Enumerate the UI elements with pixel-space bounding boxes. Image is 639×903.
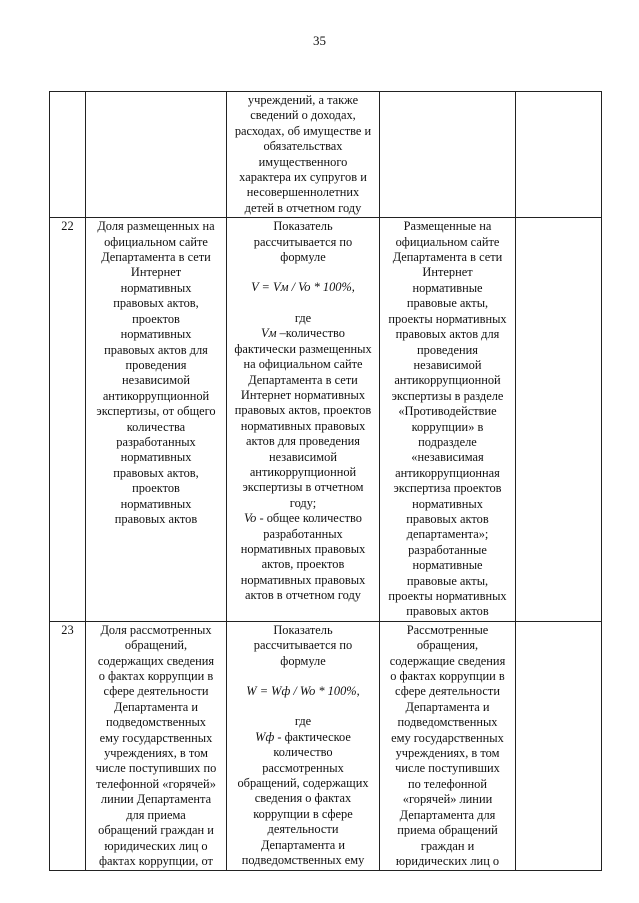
variable-symbol: Wф [255,729,275,744]
row-number [50,92,86,218]
variable-symbol: Vм [261,326,277,341]
page-number: 35 [313,33,326,48]
method-cell [227,621,380,871]
source-cell: Рассмотренные обращения, содержащие сведения о фактах коррупции в сфере деятельности Департамента и подведомственных ему государственных учреждениях, в том числе поступивших по телефонной «горячей» линии Департамента для приема обращений граждан и юридических лиц о [380,621,516,871]
variable-symbol: Vo [243,511,257,526]
formula: W = Wф / Wo * 100%, [246,684,360,699]
variable-description: - общее количество разработанных нормативных правовых актов, проектов нормативных правовых актов в отчетном году [240,511,366,603]
note-cell [516,218,602,622]
source-cell: Размещенные на официальном сайте Департамента в сети Интернет нормативные правовые акты, проекты нормативных правовых актов для проведения независимой антикоррупционной экспертизы в разделе «Противодействие коррупции» в подразделе «независимая антикоррупционная экспертиза проектов нормативных правовых актов департамента»; разработанные нормативные правовые акты, проекты нормативных правовых актов [380,218,516,622]
formula-where: где [294,310,312,325]
indicator-cell [86,92,227,218]
method-cell [227,218,380,622]
note-cell [516,621,602,871]
table-row [50,621,602,871]
variable-description: - фактическое количество рассмотренных обращений, содержащих сведения о фактах коррупции в сфере деятельности Департамента и подведомственных ему [237,729,369,868]
note-cell [516,92,602,218]
formula-where: где [294,714,312,729]
variable-description: –количество фактически размещенных на официальном сайте Департамента в сети Интернет нормативных правовых актов, проектов нормативных правовых актов для проведения независимой антикоррупционной экспертизы в отчетном году; [234,326,372,510]
row-number: 22 [50,218,86,622]
table-row [50,92,602,218]
indicator-cell: Доля рассмотренных обращений, содержащих сведения о фактах коррупции в сфере деятельности Департамента и подведомственных ему государственных учреждениях, в том числе поступивших по телефонной «горячей» линии Департамента для приема обращений граждан и юридических лиц о фактах коррупции, от [86,621,227,871]
method-intro: Показатель рассчитывается по формуле [253,622,353,668]
indicators-table [49,91,602,871]
method-intro: Показатель рассчитывается по формуле [253,219,353,265]
row-number: 23 [50,621,86,871]
indicator-cell: Доля размещенных на официальном сайте Департамента в сети Интернет нормативных правовых актов, проектов нормативных правовых актов для проведения независимой антикоррупционной экспертизы, от общего количества разработанных нормативных правовых актов, проектов нормативных правовых актов [86,218,227,622]
method-cell: учреждений, а также сведений о доходах, расходах, об имуществе и обязательствах имущественного характера их супругов и несовершеннолетних детей в отчетном году [227,92,380,218]
table-row [50,218,602,622]
formula: V = Vм / Vo * 100%, [251,280,355,295]
source-cell [380,92,516,218]
